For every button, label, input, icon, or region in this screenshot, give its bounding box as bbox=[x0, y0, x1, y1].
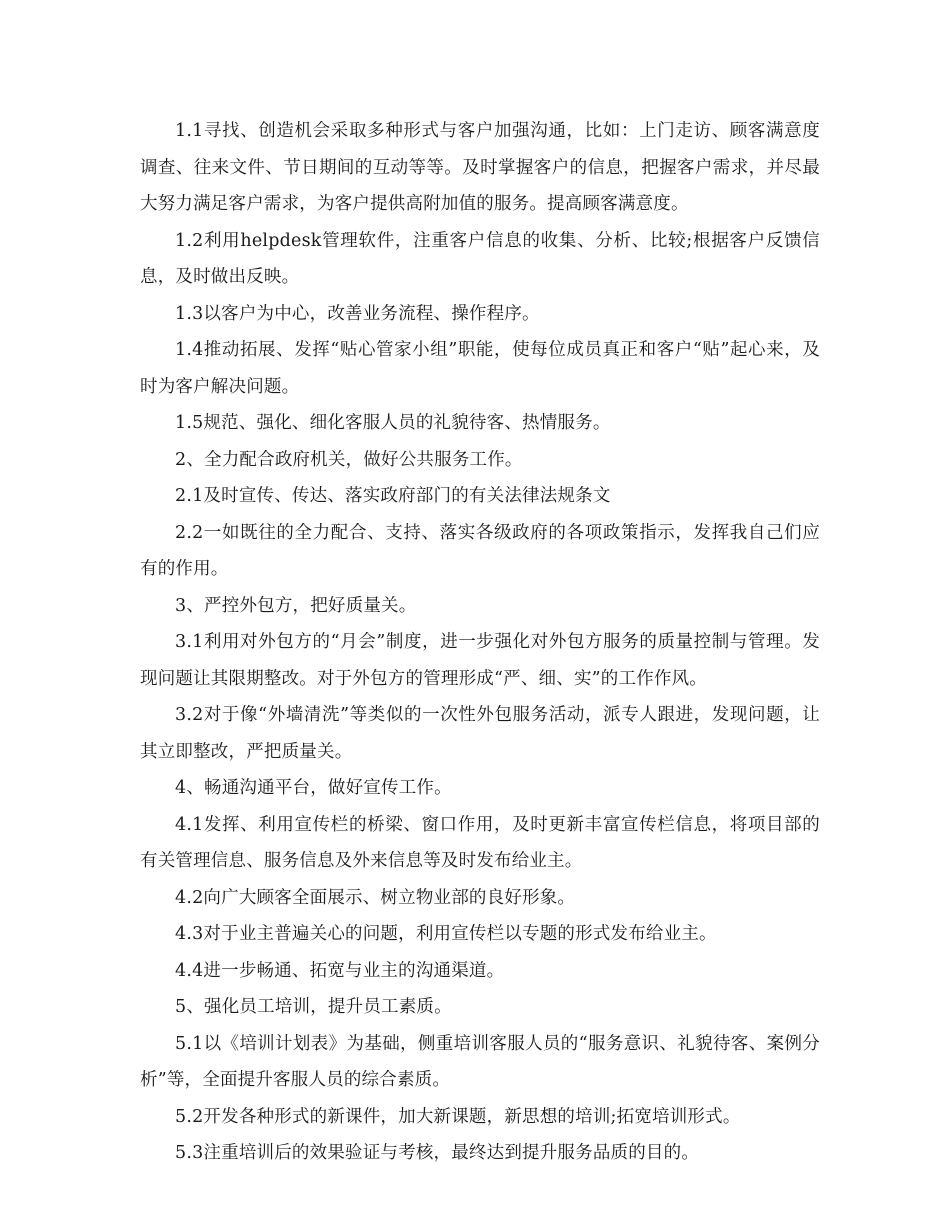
paragraph-2-2: 2.2一如既往的全力配合、支持、落实各级政府的各项政策指示，发挥我自己们应有的作用。 bbox=[140, 522, 820, 579]
paragraph-4-2: 4.2向广大顾客全面展示、树立物业部的良好形象。 bbox=[175, 887, 576, 908]
paragraph-3-2: 3.2对于像“外墙清洗”等类似的一次性外包服务活动，派专人跟进，发现问题，让其立即整改，严把质量关。 bbox=[140, 705, 820, 762]
paragraph-5-2: 5.2开发各种形式的新课件，加大新课题，新思想的培训;拓宽培训形式。 bbox=[175, 1106, 741, 1127]
paragraph-3-1: 3.1利用对外包方的“月会”制度，进一步强化对外包方服务的质量控制与管理。发现问题让其限期整改。对于外包方的管理形成“严、细、实”的工作作风。 bbox=[140, 632, 820, 689]
paragraph-1-1: 1.1寻找、创造机会采取多种形式与客户加强沟通，比如：上门走访、顾客满意度调查、往来文件、节日期间的互动等等。及时掌握客户的信息，把握客户需求，并尽最大努力满足客户需求，为客户提供高附加值的服务。提高顾客满意度。 bbox=[140, 121, 820, 214]
paragraph-5-3: 5.3注重培训后的效果验证与考核，最终达到提升服务品质的目的。 bbox=[175, 1143, 700, 1163]
paragraph-1-4: 1.4推动拓展、发挥“贴心管家小组”职能，使每位成员真正和客户“贴”起心来，及时为客户解决问题。 bbox=[140, 340, 820, 397]
paragraph-5-1: 5.1以《培训计划表》为基础，侧重培训客服人员的“服务意识、礼貌待客、案例分析”等，全面提升客服人员的综合素质。 bbox=[140, 1033, 820, 1090]
paragraph-4-1: 4.1发挥、利用宣传栏的桥梁、窗口作用，及时更新丰富宣传栏信息，将项目部的有关管理信息、服务信息及外来信息等及时发布给业主。 bbox=[140, 814, 820, 871]
section-heading-2: 2、全力配合政府机关，做好公共服务工作。 bbox=[175, 449, 523, 470]
section-heading-4: 4、畅通沟通平台，做好宣传工作。 bbox=[175, 778, 452, 798]
paragraph-4-3: 4.3对于业主普遍关心的问题，利用宣传栏以专题的形式发布给业主。 bbox=[175, 924, 717, 944]
paragraph-4-4: 4.4进一步畅通、拓宽与业主的沟通渠道。 bbox=[175, 960, 505, 981]
paragraph-2-1: 2.1及时宣传、传达、落实政府部门的有关法律法规条文 bbox=[175, 486, 611, 506]
paragraph-1-3: 1.3以客户为中心，改善业务流程、操作程序。 bbox=[175, 303, 540, 324]
paragraph-1-2: 1.2利用helpdesk管理软件，注重客户信息的收集、分析、比较;根据客户反馈信息，及时做出反映。 bbox=[140, 230, 820, 287]
section-heading-3: 3、严控外包方，把好质量关。 bbox=[175, 595, 417, 616]
section-heading-5: 5、强化员工培训，提升员工素质。 bbox=[175, 997, 452, 1017]
paragraph-1-5: 1.5规范、强化、细化客服人员的礼貌待客、热情服务。 bbox=[175, 413, 611, 433]
document-body bbox=[140, 113, 820, 1172]
